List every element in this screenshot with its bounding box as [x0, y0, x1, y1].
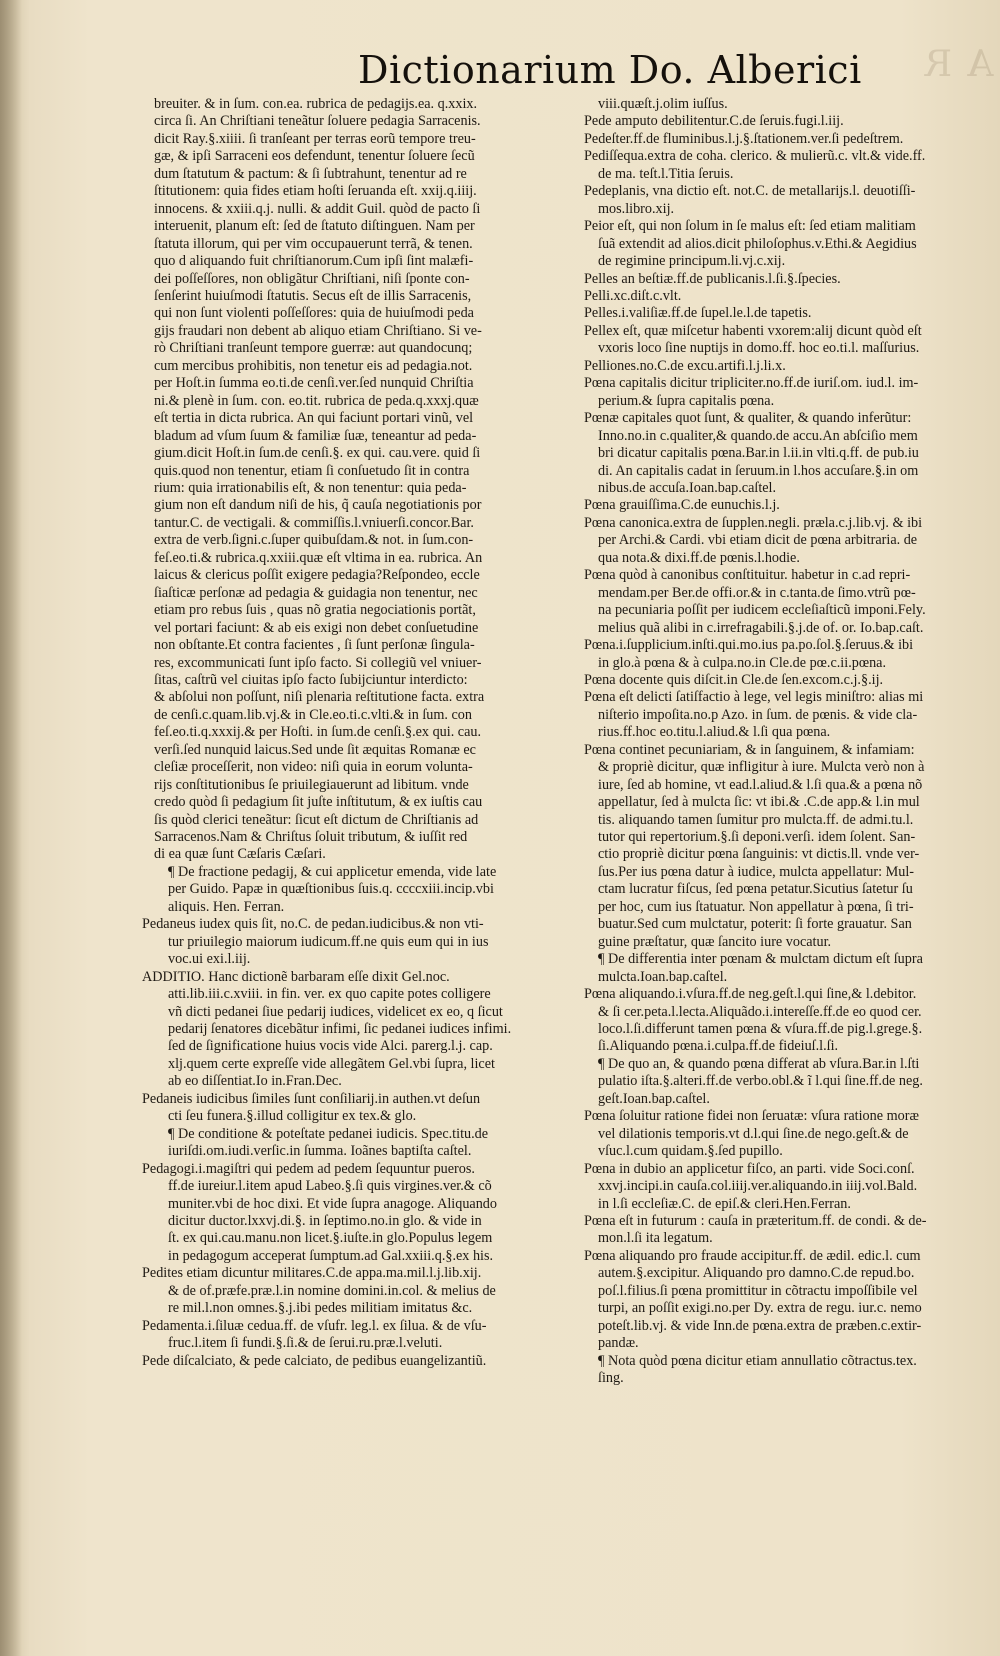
text-line: Pedaneus iudex quis ſit, no.C. de pedan.iudicibus.& non vti-: [142, 916, 484, 933]
text-line: mos.libro.xij.: [598, 200, 675, 217]
text-line: etiam pro rebus ſuis , quas nõ gratia negociationis portãt,: [154, 602, 476, 619]
text-line: Pœna in dubio an applicetur fiſco, an parti. vide Soci.conſ.: [584, 1160, 915, 1177]
text-line: Pelles an beſtiæ.ff.de publicanis.l.ſi.§.ſpecies.: [584, 270, 841, 287]
text-line: per hoc, cum ius ſtatuatur. Non appellatur à pœna, ſi tri-: [598, 898, 914, 915]
text-line: Pœna aliquando pro fraude accipitur.ff. de ædil. edic.l. cum: [584, 1247, 921, 1264]
text-line: voc.ui exi.l.iij.: [168, 951, 251, 968]
text-line: ſis quòd clerici teneãtur: ſicut eſt dictum de Chriſtianis ad: [154, 811, 479, 828]
text-line: cum mercibus prohibitis, non tenetur eis ad pedagia.not.: [154, 357, 473, 374]
show-through-text: A R: [923, 44, 994, 85]
left-column: [142, 96, 572, 1370]
text-line: rò Chriſtiani tranſeunt tempore guerræ: aut quandocunq;: [154, 340, 473, 357]
text-line: rius.ff.hoc eo.titu.l.aliud.& l.ſi qua pœna.: [598, 724, 831, 741]
running-head: Dictionarium Do. Alberici: [358, 48, 862, 92]
text-line: atti.lib.iii.c.xviii. in fin. ver. ex quo capite potes colligere: [168, 986, 491, 1003]
text-line: quo d aliquando fuit chriſtianorum.Cum ipſi ſint malæfi-: [154, 253, 474, 270]
text-line: eſt tertia in dicta rubrica. An qui faciunt portari vinũ, vel: [154, 410, 474, 427]
text-line: & ſi cer.peta.l.lecta.Aliquãdo.i.intereſſe.ff.de eo quod cer.: [598, 1003, 922, 1020]
text-line: autem.§.excipitur. Aliquando pro damno.C.de repud.bo.: [598, 1265, 915, 1282]
text-line: in glo.à pœna & à culpa.no.in Cle.de pœ.c.ii.pœna.: [598, 654, 887, 671]
text-line: ctam lucratur fiſcus, ſed pœna petatur.Sicutius ſatetur ſu: [598, 881, 913, 898]
text-line: Pelliones.no.C.de excu.artifi.l.j.li.x.: [584, 357, 786, 374]
text-line: Pedagogi.i.magiſtri qui pedem ad pedem ſequuntur pueros.: [142, 1160, 475, 1177]
text-line: Pœna.i.ſupplicium.inſti.qui.mo.ius pa.po.ſol.§.ſeruus.& ibi: [584, 637, 914, 654]
text-line: iuriſdi.om.iudi.verſic.in ſumma. Ioãnes baptiſta caſtel.: [168, 1143, 472, 1160]
text-line: ¶ De quo an, & quando pœna differat ab vſura.Bar.in l.ſti: [598, 1055, 920, 1072]
text-line: Pœna docente quis diſcit.in Cle.de ſen.excom.c.j.§.ij.: [584, 671, 884, 688]
text-line: vxoris loco ſine nuptijs in domo.ff. hoc eo.ti.l. maſſurius.: [598, 340, 920, 357]
text-line: circa ſi. An Chriſtiani teneãtur ſoluere pedagia Sarracenis.: [154, 113, 481, 130]
text-line: dicitur ductor.lxxvj.di.§. in ſeptimo.no.in glo. & vide in: [168, 1213, 482, 1229]
text-line: na pecuniaria poſſit per iudicem eccleſiaſticũ imponi.Fely.: [598, 602, 926, 619]
text-line: mon.l.ſi ita legatum.: [598, 1230, 713, 1247]
text-line: tutor qui repertorium.§.ſi deponi.verſi. idem ſolent. San-: [598, 829, 916, 846]
text-line: qui non ſunt violenti poſſeſſores: quia de huiuſmodi peda: [154, 305, 474, 322]
text-line: qua nota.& dixi.ff.de pœnis.l.hodie.: [598, 549, 800, 566]
text-line: feſ.eo.ti.q.xxxij.& per Hoſti. in ſum.de cenſi.§.ex qui. cau.: [154, 724, 482, 741]
text-line: pedarij ſenatores dicebãtur infimi, ſic pedanei iudices infimi.: [168, 1021, 512, 1038]
text-line: de ma. teſt.l.Titia ſeruis.: [598, 165, 734, 182]
text-line: Pœna canonica.extra de ſupplen.negli. præla.c.j.lib.vj. & ibi: [584, 514, 923, 531]
text-line: mendam.per Ber.de offi.or.& in c.tanta.de ſimo.vtrũ pœ-: [598, 584, 916, 601]
text-line: di ea quæ ſunt Cæſaris Cæſari.: [154, 846, 326, 863]
text-line: bri dicatur capitalis pœna.Bar.in l.ii.in vlti.q.ff. de pub.iu: [598, 445, 919, 462]
text-line: Peior eſt, qui non ſolum in ſe malus eſt: ſed etiam malitiam: [584, 218, 916, 235]
text-line: cleſiæ proceſſerit, non video: niſi quia in eorum volunta-: [154, 759, 473, 776]
text-line: per Archi.& Cardi. vbi etiam dicit de pœna arbitraria. de: [598, 532, 918, 549]
text-line: ab eo diſſentiat.Io in.Fran.Dec.: [168, 1073, 342, 1090]
text-line: cti ſeu funera.§.illud colligitur ex tex.& glo.: [168, 1108, 417, 1125]
text-line: & de of.præfe.præ.l.in nomine domini.in.col. & melius de: [168, 1282, 496, 1299]
text-line: ſi.Aliquando pœna.i.culpa.ff.de fideiuſ.l.ſi.: [598, 1038, 839, 1055]
text-line: ſtatuta illorum, qui per vim occupauerunt terrã, & tenen.: [154, 235, 473, 252]
right-column: [584, 96, 956, 1388]
text-line: melius quã alibi in c.irrefragabili.§.j.de of. or. Io.bap.caſt.: [598, 619, 924, 636]
text-line: ni.& plenè in ſum. con. eo.tit. rubrica de peda.q.xxxj.quæ: [154, 392, 479, 409]
text-line: aliquis. Hen. Ferran.: [168, 898, 285, 915]
text-line: ſuã extendit ad alios.dicit philoſophus.v.Ethi.& Aegidius: [598, 235, 917, 252]
text-line: ctio propriè dicitur pœna ſanguinis: vt dictis.ll. vnde ver-: [598, 846, 920, 863]
gutter-shadow: [0, 0, 22, 1656]
text-line: tantur.C. de vectigali. & commiſſis.l.vniuerſi.concor.Bar.: [154, 514, 474, 531]
text-line: verſi.ſed nunquid laicus.Sed unde ſit æquitas Romanæ ec: [154, 741, 476, 758]
text-line: vſuc.l.cum quidam.§.ſed pupillo.: [598, 1143, 783, 1160]
text-line: bladum ad vſum ſuum & familiæ ſuæ, teneantur ad peda-: [154, 427, 477, 444]
text-line: de cenſi.c.quam.lib.vj.& in Cle.eo.ti.c.vlti.& in ſum. con: [154, 706, 472, 723]
text-line: tis. aliquando tamen ſumitur pro mulcta.ff. de admi.tu.l.: [598, 811, 914, 828]
text-line: dum ſtatutum & pactum: & ſi ſubtrahunt, tenentur ad re: [154, 165, 467, 182]
text-line: & propriè dicitur, quæ infligitur à iure. Mulcta verò non à: [598, 759, 925, 776]
text-line: rijs conſtitutionibus ſe priuilegiauerunt ad libitum. vnde: [154, 776, 469, 793]
text-line: laicus & clericus poſſit exigere pedagia?Reſpondeo, eccle: [154, 567, 480, 584]
text-line: ¶ De conditione & poteſtate pedanei iudicis. Spec.titu.de: [168, 1125, 489, 1142]
text-line: Pediſſequa.extra de coha. clerico. & mulierũ.c. vlt.& vide.ff.: [584, 148, 926, 165]
text-line: xlj.quem certe expreſſe vide allegãtem Gel.vbi ſupra, licet: [168, 1055, 495, 1072]
text-line: & abſolui non poſſunt, niſi plenaria reſtitutione facta. extra: [154, 689, 485, 706]
text-line: in l.ſi eccleſiæ.C. de epiſ.& cleri.Hen.Ferran.: [598, 1195, 851, 1212]
text-line: muniter.vbi de hoc dixi. Et vide ſupra anagoge. Aliquando: [168, 1195, 497, 1212]
text-line: Inno.no.in c.qualiter,& quando.de accu.An abſciſio mem: [598, 427, 918, 444]
text-line: Pœna ſoluitur ratione fidei non ſeruatæ: vſura ratione moræ: [584, 1108, 919, 1125]
text-line: Pedeſter.ff.de fluminibus.l.j.§.ſtationem.ver.ſi pedeſtrem.: [584, 130, 904, 147]
text-line: ADDITIO. Hanc dictionẽ barbaram eſſe dixit Gel.noc.: [142, 968, 450, 985]
text-line: vñ dicti pedanei ſiue pedarij iudices, videlicet ex eo, q ſicut: [168, 1003, 503, 1020]
text-line: innocens. & xxiii.q.j. nulli. & addit Guil. quòd de pacto ſi: [154, 200, 481, 217]
text-line: buatur.Sed cum mulctatur, poterit: ſi forte grauatur. San: [598, 916, 912, 933]
text-line: per Guido. Papæ in quæſtionibus ſuis.q. ccccxiii.incip.vbi: [168, 881, 494, 898]
text-line: iure, ſed ab homine, vt ead.l.aliud.& l.ſi qua.& a pœna nõ: [598, 776, 923, 793]
text-line: breuiter. & in ſum. con.ea. rubrica de pedagijs.ea. q.xxix.: [154, 96, 478, 112]
text-line: niſterio impoſita.no.p Azo. in ſum. de pœnis. & vide cla-: [598, 706, 918, 723]
text-line: nibus.de accuſa.Ioan.bap.caſtel.: [598, 479, 777, 496]
text-line: ¶ De fractione pedagij, & cui applicetur emenda, vide late: [168, 863, 497, 880]
text-line: de regimine principum.li.vj.c.xij.: [598, 253, 786, 270]
text-line: non obſtante.Et contra facientes , ſi ſunt perſonæ ſingula-: [154, 637, 475, 654]
text-line: ¶ Nota quòd pœna dicitur etiam annullatio cõtractus.tex.: [598, 1352, 917, 1369]
text-line: tur priuilegio maiorum iudicum.ff.ne quis eum qui in ius: [168, 933, 489, 950]
text-line: ſus.Per ius pœna datur à iudice, mulcta appellatur: Mul-: [598, 863, 914, 880]
text-line: ff.de iureiur.l.item apud Labeo.§.ſi quis virgines.ver.& cõ: [168, 1178, 492, 1195]
text-line: per Hoſt.in ſumma eo.ti.de cenſi.ver.ſed nunquid Chriſtia: [154, 375, 474, 392]
text-line: turpi, an poſſit exigi.no.per Dy. extra de regu. iur.c. nemo: [598, 1300, 922, 1317]
text-line: fruc.l.item ſi fundi.§.ſi.& de ſerui.ru.præ.l.veluti.: [168, 1335, 443, 1352]
text-line: interuenit, planum eſt: ſed de ſtatuto diſtinguen. Nam per: [154, 218, 475, 235]
text-line: gium non eſt dandum niſi de his, q̃ cauſa negotiationis por: [154, 497, 482, 514]
text-line: dei poſſeſſores, non obligãtur Chriſtiani, niſi ſponte con-: [154, 270, 470, 287]
text-line: Pedaneis iudicibus ſimiles ſunt conſiliarij.in authen.vt deſun: [142, 1090, 481, 1107]
text-line: Pelles.i.valiſiæ.ff.de ſupel.le.l.de tapetis.: [584, 305, 812, 322]
text-line: perium.& ſupra capitalis pœna.: [598, 392, 775, 409]
text-line: ſiaſticæ perſonæ ad pedagia & guidagia non tenentur, nec: [154, 584, 478, 601]
text-line: extra de verb.ſigni.c.ſuper quibuſdam.& not. in ſum.con-: [154, 532, 474, 549]
text-line: di. An capitalis cadat in ſeruum.in l.hos accuſare.§.in om: [598, 462, 919, 479]
text-line: Pellex eſt, quæ miſcetur habenti vxorem:alij dicunt quòd eſt: [584, 322, 922, 339]
text-line: mulcta.Ioan.bap.caſtel.: [598, 968, 728, 985]
text-line: guine præſtatur, quæ ſancito iure vocatur.: [598, 933, 832, 950]
text-line: Pœna eſt delicti ſatiſfactio à lege, vel legis miniſtro: alias mi: [584, 689, 924, 706]
text-line: Pedites etiam dicuntur militares.C.de appa.ma.mil.l.j.lib.xij.: [142, 1265, 482, 1282]
text-line: rium: quia irrationabilis eſt, & non tenentur: quia peda-: [154, 479, 467, 496]
text-line: Pœna eſt in futurum : cauſa in præteritum.ff. de condi. & de-: [584, 1213, 927, 1229]
text-line: pulatio iſta.§.alteri.ff.de verbo.obl.& ĩ l.qui ſine.ff.de neg.: [598, 1073, 923, 1090]
text-line: Pœna capitalis dicitur tripliciter.no.ff.de iuriſ.om. iud.l. im-: [584, 375, 919, 392]
text-line: gium.dicit Hoſt.in ſum.de cenſi.§. ex qui. cau.vere. quid ſi: [154, 445, 481, 462]
text-line: ſenſerint huiuſmodi ſtatutis. Secus eſt de illis Sarracenis,: [154, 287, 472, 304]
text-line: loco.l.ſi.differunt tamen pœna & vſura.ff.de pig.l.grege.§.: [598, 1021, 923, 1038]
text-line: poteſt.lib.vj. & vide Inn.de pœna.extra de præben.c.extir-: [598, 1317, 922, 1334]
text-line: quis.quod non tenentur, etiam ſi conſuetudo ſit in contra: [154, 462, 470, 479]
text-line: Pœna quòd à canonibus conſtituitur. habetur in c.ad repri-: [584, 567, 911, 584]
text-line: ¶ De differentia inter pœnam & mulctam dictum eſt ſupra: [598, 951, 923, 968]
text-line: feſ.eo.ti.& rubrica.q.xxiii.quæ eſt vltima in ea. rubrica. An: [154, 549, 483, 566]
text-line: gijs fraudari non debent ab aliquo etiam Chriſtiano. Si ve-: [154, 322, 482, 339]
text-line: poſ.l.filius.ſi pœna promittitur in cõtractu impoſſibile vel: [598, 1282, 918, 1299]
text-line: Pedamenta.i.ſiluæ cedua.ff. de vſufr. leg.l. ex ſilua. & de vſu-: [142, 1317, 487, 1334]
text-line: dicit Ray.§.xiiii. ſi tranſeant per terras eorũ tempore treu-: [154, 130, 476, 147]
text-line: geſt.Ioan.bap.caſtel.: [598, 1090, 710, 1107]
text-line: viii.quæſt.j.olim iuſſus.: [598, 96, 728, 112]
text-line: ſed de ſignificatione huius vocis vide Alci. parerg.l.j. cap.: [168, 1038, 493, 1055]
text-line: xxvj.incipi.in cauſa.col.iiij.ver.aliquando.in iiij.vol.Bald.: [598, 1178, 918, 1195]
text-line: ſtitutionem: quia fides etiam hoſti ſeruanda eſt. xxij.q.iiij.: [154, 183, 477, 200]
text-line: Pœna continet pecuniariam, & in ſanguinem, & infamiam:: [584, 741, 915, 758]
text-line: re mil.l.non omnes.§.j.ibi pedes militiam imitatus &c.: [168, 1300, 473, 1317]
text-line: credo quòd ſi pedagium ſit juſte inſtitutum, & ex iuſtis cau: [154, 794, 483, 811]
text-line: appellatur, ſed à mulcta ſic: vt ibi.& .C.de app.& l.in mul: [598, 794, 920, 811]
text-line: Pœnæ capitales quot ſunt, & qualiter, & quando inferũtur:: [584, 410, 912, 427]
text-line: Pœna aliquando.i.vſura.ff.de neg.geſt.l.qui ſine,& l.debitor.: [584, 986, 917, 1003]
text-line: Pœna grauiſſima.C.de eunuchis.l.j.: [584, 497, 780, 514]
text-line: Pede diſcalciato, & pede calciato, de pedibus euangelizantiũ.: [142, 1352, 487, 1369]
text-line: pandæ.: [598, 1335, 639, 1352]
text-line: Pedeplanis, vna dictio eſt. not.C. de metallarijs.l. deuotiſſi-: [584, 183, 916, 200]
text-line: vel portari faciunt: & ab eis exigi non debet conſuetudine: [154, 619, 479, 636]
text-line: Sarracenos.Nam & Chriſtus ſoluit tributum, & iuſſit red: [154, 829, 468, 846]
text-line: ſing.: [598, 1370, 624, 1387]
text-line: vel dilationis temporis.vt d.l.qui ſine.de nego.geſt.& de: [598, 1125, 909, 1142]
text-line: in pedagogum acceperat ſumptum.ad Gal.xxiii.q.§.ex his.: [168, 1247, 494, 1264]
text-line: gæ, & ipſi Sarraceni eos defendunt, tenentur ſoluere ſecũ: [154, 148, 475, 165]
text-line: res, excommunicati ſunt ipſo facto. Si collegiũ vel vniuer-: [154, 654, 482, 671]
text-line: ſitas, caſtrũ vel ciuitas ipſo facto ſubijciuntur interdicto:: [154, 671, 468, 688]
text-line: Pede amputo debilitentur.C.de ſeruis.fugi.l.iij.: [584, 113, 844, 130]
text-line: Pelli.xc.diſt.c.vlt.: [584, 287, 682, 304]
text-line: ſt. ex qui.cau.manu.non licet.§.iuſte.in glo.Populus legem: [168, 1230, 493, 1247]
